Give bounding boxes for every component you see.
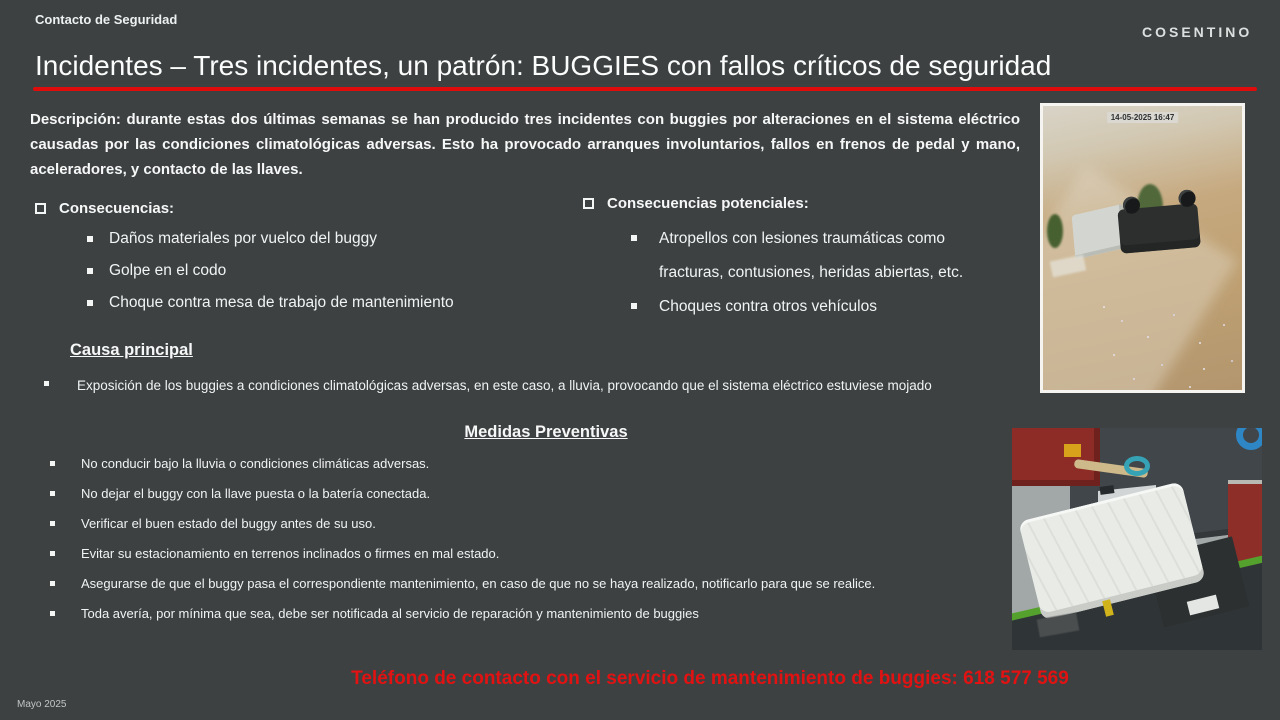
incident-description: Descripción: durante estas dos últimas semanas se han producido tres incidentes con buggies por alteraciones en el sistema eléctrico causadas por las condiciones climatológicas adversas. Esto ha provocado arranques involuntarios, fallos en frenos de pedal y mano, aceleradores, y contacto de las llaves. xyxy=(30,111,1020,178)
list-item: Toda avería, por mínima que sea, debe ser notificada al servicio de reparación y mantenimiento de buggies xyxy=(50,606,1010,621)
maintenance-phone-line: Teléfono de contacto con el servicio de mantenimiento de buggies: 618 577 569 xyxy=(351,668,1069,689)
consequences-section xyxy=(35,200,555,326)
main-cause-item xyxy=(44,372,979,400)
square-bullet-icon xyxy=(50,551,55,556)
consequences-header xyxy=(35,200,555,217)
square-bullet-icon xyxy=(631,303,637,309)
camera-timestamp: 14-05-2025 16:47 xyxy=(1107,112,1179,123)
teal-hose-coil xyxy=(1124,456,1150,476)
list-item: No conducir bajo la lluvia o condiciones climáticas adversas. xyxy=(50,456,1010,471)
square-bullet-icon xyxy=(87,268,93,274)
list-item: Golpe en el codo xyxy=(87,262,555,280)
square-bullet-icon xyxy=(87,236,93,242)
potential-consequences-list xyxy=(631,222,1003,324)
yellow-part xyxy=(1064,444,1081,457)
square-bullet-icon xyxy=(50,581,55,586)
square-bullet-icon xyxy=(50,521,55,526)
square-bullet-icon xyxy=(87,300,93,306)
square-bullet-icon xyxy=(50,611,55,616)
preventive-measures-list xyxy=(50,456,1010,636)
photo-buggy-workshop-crash xyxy=(1012,428,1262,650)
checkbox-bullet-icon xyxy=(35,203,46,214)
list-item: Daños materiales por vuelco del buggy xyxy=(87,230,555,248)
list-item: Verificar el buen estado del buggy antes de su uso. xyxy=(50,516,1010,531)
preventive-measures-heading: Medidas Preventivas xyxy=(464,423,628,441)
slide-title: Incidentes – Tres incidentes, un patrón: BUGGIES con fallos críticos de seguridad xyxy=(35,50,1052,81)
title-underline-rule xyxy=(33,87,1257,91)
potential-consequences-title: Consecuencias potenciales: xyxy=(607,195,809,212)
main-cause-heading: Causa principal xyxy=(70,341,193,359)
red-machine xyxy=(1012,428,1100,486)
square-bullet-icon xyxy=(44,381,49,386)
list-item: Choque contra mesa de trabajo de mantenimiento xyxy=(87,294,555,312)
slide-eyebrow: Contacto de Seguridad xyxy=(35,12,178,27)
main-cause-text: Exposición de los buggies a condiciones climatológicas adversas, en este caso, a lluvia, provocando que el sistema eléctrico estuviese mojado xyxy=(77,378,932,393)
list-item: Choques contra otros vehículos xyxy=(631,290,991,324)
consequences-list xyxy=(87,230,555,312)
checkbox-bullet-icon xyxy=(583,198,594,209)
list-item: Evitar su estacionamiento en terrenos inclinados o firmes en mal estado. xyxy=(50,546,1010,561)
list-item: No dejar el buggy con la llave puesta o la batería conectada. xyxy=(50,486,1010,501)
potential-consequences-header xyxy=(583,195,1003,212)
wildflowers xyxy=(1103,306,1105,308)
square-bullet-icon xyxy=(50,491,55,496)
slide-date: Mayo 2025 xyxy=(17,699,67,710)
cosentino-logo: COSENTINO xyxy=(1142,24,1253,40)
overturned-buggy-shape xyxy=(1071,192,1211,264)
potential-consequences-section xyxy=(583,195,1003,324)
shrub xyxy=(1047,214,1063,248)
consequences-title: Consecuencias: xyxy=(59,200,175,217)
list-item: Atropellos con lesiones traumáticas como fracturas, contusiones, heridas abiertas, etc. xyxy=(631,222,991,290)
square-bullet-icon xyxy=(50,461,55,466)
square-bullet-icon xyxy=(631,235,637,241)
photo-overturned-buggy xyxy=(1040,103,1245,393)
list-item: Asegurarse de que el buggy pasa el correspondiente mantenimiento, en caso de que no se haya realizado, notificarlo para que se realice. xyxy=(50,576,1010,591)
